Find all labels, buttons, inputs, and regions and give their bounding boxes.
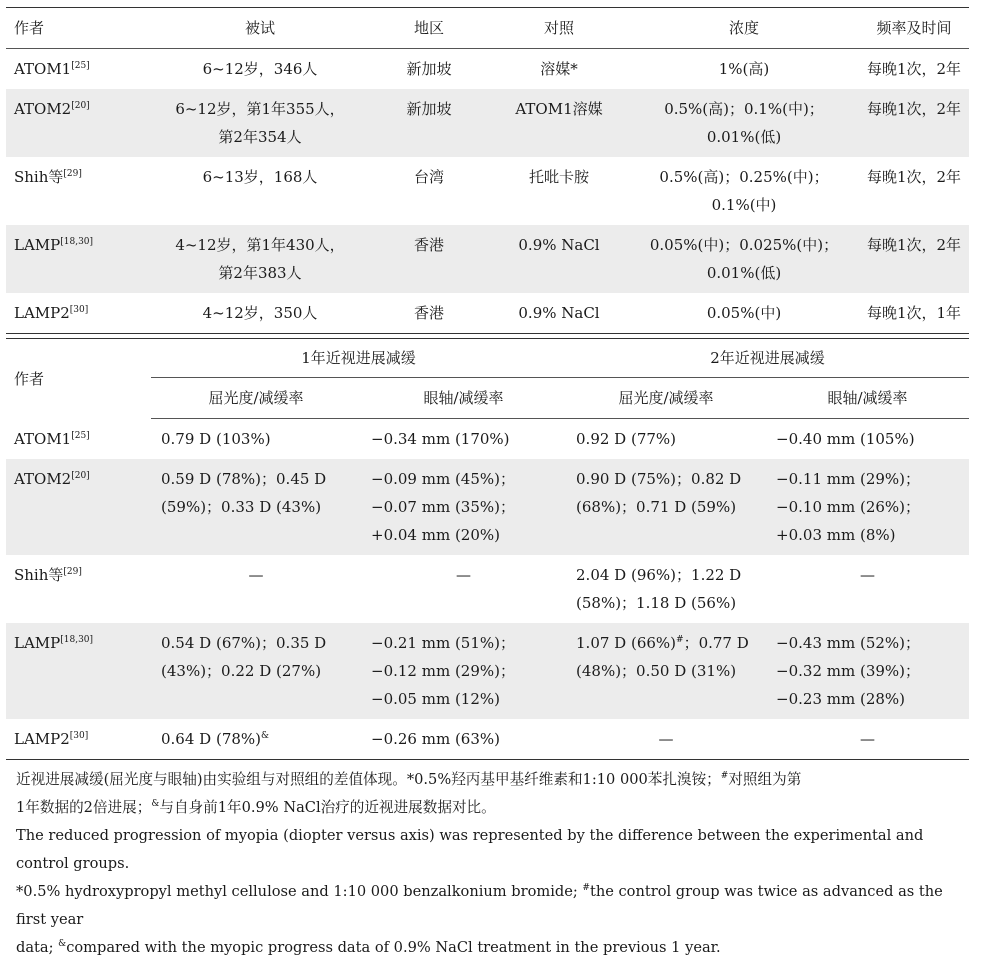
table-row	[6, 623, 969, 719]
footnote-en-text: the control group was twice as advanced as the first year	[16, 883, 943, 928]
subjects-cell	[151, 157, 369, 225]
y1-refraction-cell-line: (59%)；0.33 D (43%)	[161, 498, 322, 516]
author-name: ATOM2	[14, 100, 72, 118]
y2-refraction-cell-line: ；0.77 D	[683, 634, 749, 652]
footnote-zh-text: 与自身前1年0.9% NaCl治疗的近视进展数据对比。	[159, 799, 496, 816]
table-row	[6, 89, 969, 157]
control-cell: 托吡卡胺	[528, 168, 589, 186]
author-name: ATOM1	[14, 429, 72, 448]
table-footnotes	[6, 766, 969, 962]
y2-axial-cell-line: −0.11 mm (29%)；	[776, 470, 921, 488]
y1-refraction-cell	[151, 555, 361, 623]
reference-mark: [18,30]	[60, 635, 94, 645]
y2-refraction-cell-line: (58%)；1.18 D (56%)	[576, 594, 737, 612]
y2-refraction-cell-line: 0.90 D (75%)；0.82 D	[576, 470, 742, 488]
header-y1-refraction: 屈光度/减缓率	[151, 378, 361, 419]
concentration-cell	[629, 225, 859, 293]
subjects-cell-line: 6~12岁，第1年355人，	[175, 100, 345, 118]
y1-refraction-cell	[151, 459, 361, 555]
concentration-cell-line: 0.5%(高)；0.25%(中)；	[659, 168, 829, 186]
y1-refraction-cell-line: 0.64 D (78%)	[161, 730, 262, 748]
y2-axial-cell-line: −0.10 mm (26%)；	[776, 498, 921, 516]
control-cell: 0.9% NaCl	[518, 304, 600, 322]
y2-refraction-cell	[566, 555, 766, 623]
y1-axial-cell	[361, 623, 566, 719]
table-sub-header-row	[6, 378, 969, 419]
control-cell: 溶媒*	[540, 60, 578, 78]
concentration-cell-line: 0.1%(中)	[711, 196, 777, 214]
y1-refraction-cell	[151, 419, 361, 460]
y2-axial-cell-line: −0.23 mm (28%)	[776, 690, 906, 708]
y1-refraction-cell-line: 0.59 D (78%)；0.45 D	[161, 470, 327, 488]
footnote-en-text: *0.5% hydroxypropyl methyl cellulose and 1:10 000 benzalkonium bromide;	[16, 883, 583, 900]
table-design	[6, 8, 969, 334]
region-cell: 台湾	[413, 168, 444, 186]
author-cell	[6, 89, 151, 157]
y2-axial-cell-line: +0.03 mm (8%)	[776, 526, 896, 544]
control-cell: ATOM1溶媒	[515, 100, 603, 118]
author-cell	[6, 419, 151, 460]
author-cell	[6, 555, 151, 623]
y2-axial-cell	[766, 555, 969, 623]
header-y2-axial: 眼轴/减缓率	[766, 378, 969, 419]
reference-mark: [20]	[71, 101, 90, 111]
table-header-row	[6, 8, 969, 49]
frequency-cell: 每晚1次，2年	[866, 100, 962, 118]
concentration-cell-line: 0.01%(低)	[706, 128, 782, 146]
region-cell: 香港	[413, 236, 444, 254]
y1-axial-cell-line: −0.26 mm (63%)	[371, 730, 500, 748]
subjects-cell	[151, 225, 369, 293]
header-y1-axial: 眼轴/减缓率	[361, 378, 566, 419]
frequency-cell: 每晚1次，1年	[866, 304, 962, 322]
footnote-mark: #	[582, 883, 590, 893]
table-group-header-row	[6, 339, 969, 378]
reference-mark: [20]	[71, 471, 90, 481]
concentration-cell-line: 0.05%(中)；0.025%(中)；	[649, 236, 839, 254]
y1-refraction-cell	[151, 719, 361, 760]
header-group-year1: 1年近视进展减缓	[151, 339, 566, 378]
footnote-en-text: The reduced progression of myopia (diopter versus axis) was represented by the difference between the experimental and control groups.	[16, 827, 924, 872]
author-cell	[6, 459, 151, 555]
reference-mark: [25]	[71, 430, 90, 441]
region-cell: 新加坡	[406, 100, 452, 118]
table-row	[6, 293, 969, 334]
footnote-mark: &	[151, 799, 160, 809]
footnote-mark: #	[720, 771, 729, 781]
table-results	[6, 338, 969, 760]
header-author: 作者	[6, 8, 151, 49]
y2-refraction-cell-line: —	[658, 730, 674, 748]
frequency-cell: 每晚1次，2年	[866, 168, 962, 186]
reference-mark: [30]	[69, 305, 89, 315]
y2-axial-cell	[766, 719, 969, 760]
header-group-year2: 2年近视进展减缓	[566, 339, 969, 378]
table-row	[6, 49, 969, 90]
header-subjects: 被试	[151, 8, 369, 49]
table-row	[6, 419, 969, 460]
header-y2-refraction: 屈光度/减缓率	[566, 378, 766, 419]
top-rule	[6, 0, 969, 8]
concentration-cell-line: 0.01%(低)	[706, 264, 782, 282]
y1-axial-cell	[361, 419, 566, 460]
header-control: 对照	[489, 8, 629, 49]
y2-axial-cell-line: —	[860, 566, 876, 584]
reference-mark: [30]	[69, 731, 89, 741]
footnote-zh-text: 1年数据的2倍进展；	[16, 799, 152, 816]
author-cell	[6, 49, 151, 90]
y2-refraction-cell-line: 2.04 D (96%)；1.22 D	[576, 566, 742, 584]
footnote-en-text: data;	[16, 939, 59, 956]
y1-axial-cell-line: −0.05 mm (12%)	[371, 690, 500, 708]
y2-axial-cell	[766, 623, 969, 719]
concentration-cell	[629, 89, 859, 157]
author-name: LAMP2	[14, 730, 70, 748]
y2-axial-cell-line: −0.40 mm (105%)	[776, 430, 915, 448]
subjects-cell-line: 6~13岁，168人	[202, 168, 318, 186]
concentration-cell-line: 0.05%(中)	[706, 304, 782, 322]
y1-axial-cell-line: −0.12 mm (29%)；	[371, 662, 515, 680]
author-cell	[6, 225, 151, 293]
y1-refraction-cell-line: 0.79 D (103%)	[161, 430, 271, 448]
frequency-cell: 每晚1次，2年	[866, 236, 962, 254]
y2-axial-cell	[766, 419, 969, 460]
y2-axial-cell-line: —	[860, 730, 876, 748]
author-cell	[6, 623, 151, 719]
footnote-mark: #	[676, 635, 684, 645]
subjects-cell-line: 4~12岁，350人	[202, 304, 318, 322]
footnote-zh-text: 对照组为第	[728, 771, 802, 788]
table-row	[6, 555, 969, 623]
y1-axial-cell	[361, 719, 566, 760]
y2-refraction-cell	[566, 623, 766, 719]
y1-refraction-cell	[151, 623, 361, 719]
subjects-cell-line: 第2年354人	[218, 128, 302, 146]
footnote-mark: &	[261, 731, 270, 741]
y1-axial-cell-line: −0.34 mm (170%)	[371, 430, 510, 448]
author-cell	[6, 293, 151, 334]
y2-axial-cell	[766, 459, 969, 555]
reference-mark: [29]	[63, 169, 82, 179]
author-cell	[6, 157, 151, 225]
concentration-cell	[629, 293, 859, 334]
footnote-zh-text: 近视进展减缓(屈光度与眼轴)由实验组与对照组的差值体现。*0.5%羟丙基甲基纤维素和1:10 000苯扎溴铵；	[16, 771, 721, 788]
author-name: ATOM1	[14, 60, 72, 78]
subjects-cell-line: 6~12岁，346人	[202, 60, 318, 78]
region-cell: 新加坡	[406, 60, 452, 78]
concentration-cell	[629, 157, 859, 225]
y1-axial-cell-line: −0.07 mm (35%)；	[371, 498, 515, 516]
subjects-cell	[151, 89, 369, 157]
y1-refraction-cell-line: —	[248, 566, 264, 584]
footnote-en-text: compared with the myopic progress data of 0.9% NaCl treatment in the previous 1 year.	[66, 939, 721, 956]
y2-refraction-cell	[566, 719, 766, 760]
author-name: ATOM2	[14, 470, 72, 488]
concentration-cell-line: 1%(高)	[718, 60, 770, 78]
table-row	[6, 459, 969, 555]
header-concentration: 浓度	[629, 8, 859, 49]
region-cell: 香港	[413, 304, 444, 322]
author-name: LAMP	[14, 236, 61, 254]
footnote-mark: &	[58, 939, 67, 949]
reference-mark: [18,30]	[60, 237, 94, 247]
table-row	[6, 157, 969, 225]
y2-refraction-cell	[566, 459, 766, 555]
y1-axial-cell	[361, 459, 566, 555]
y1-axial-cell-line: −0.09 mm (45%)；	[371, 470, 515, 488]
y1-refraction-cell-line: 0.54 D (67%)；0.35 D	[161, 634, 327, 652]
subjects-cell	[151, 49, 369, 90]
y1-refraction-cell-line: (43%)；0.22 D (27%)	[161, 662, 322, 680]
concentration-cell	[629, 49, 859, 90]
y1-axial-cell-line: −0.21 mm (51%)；	[371, 634, 515, 652]
author-name: Shih等	[14, 566, 64, 584]
y2-refraction-cell-line: 0.92 D (77%)	[576, 430, 677, 448]
reference-mark: [25]	[71, 61, 90, 71]
author-name: LAMP	[14, 634, 61, 652]
author-cell	[6, 719, 151, 760]
header-region: 地区	[369, 8, 489, 49]
y1-axial-cell	[361, 555, 566, 623]
subjects-cell-line: 第2年383人	[218, 264, 302, 282]
subjects-cell	[151, 293, 369, 334]
document-page	[6, 0, 969, 962]
frequency-cell: 每晚1次，2年	[866, 60, 962, 78]
y2-refraction-cell-line: (68%)；0.71 D (59%)	[576, 498, 737, 516]
table-row	[6, 225, 969, 293]
y2-refraction-cell	[566, 419, 766, 460]
y2-refraction-cell-line: 1.07 D (66%)	[576, 634, 677, 652]
y2-refraction-cell-line: (48%)；0.50 D (31%)	[576, 662, 737, 680]
reference-mark: [29]	[63, 567, 82, 577]
subjects-cell-line: 4~12岁，第1年430人，	[175, 236, 345, 254]
control-cell: 0.9% NaCl	[518, 236, 600, 254]
y2-axial-cell-line: −0.43 mm (52%)；	[776, 634, 921, 652]
header-author: 作者	[14, 369, 45, 388]
author-name: LAMP2	[14, 304, 70, 322]
header-frequency: 频率及时间	[859, 8, 969, 49]
author-name: Shih等	[14, 168, 64, 186]
y2-axial-cell-line: −0.32 mm (39%)；	[776, 662, 921, 680]
y1-axial-cell-line: +0.04 mm (20%)	[371, 526, 500, 544]
footnote-english	[16, 822, 969, 962]
table-row	[6, 719, 969, 760]
y1-axial-cell-line: —	[456, 566, 471, 584]
concentration-cell-line: 0.5%(高)；0.1%(中)；	[664, 100, 824, 118]
footnote-chinese	[16, 766, 969, 822]
